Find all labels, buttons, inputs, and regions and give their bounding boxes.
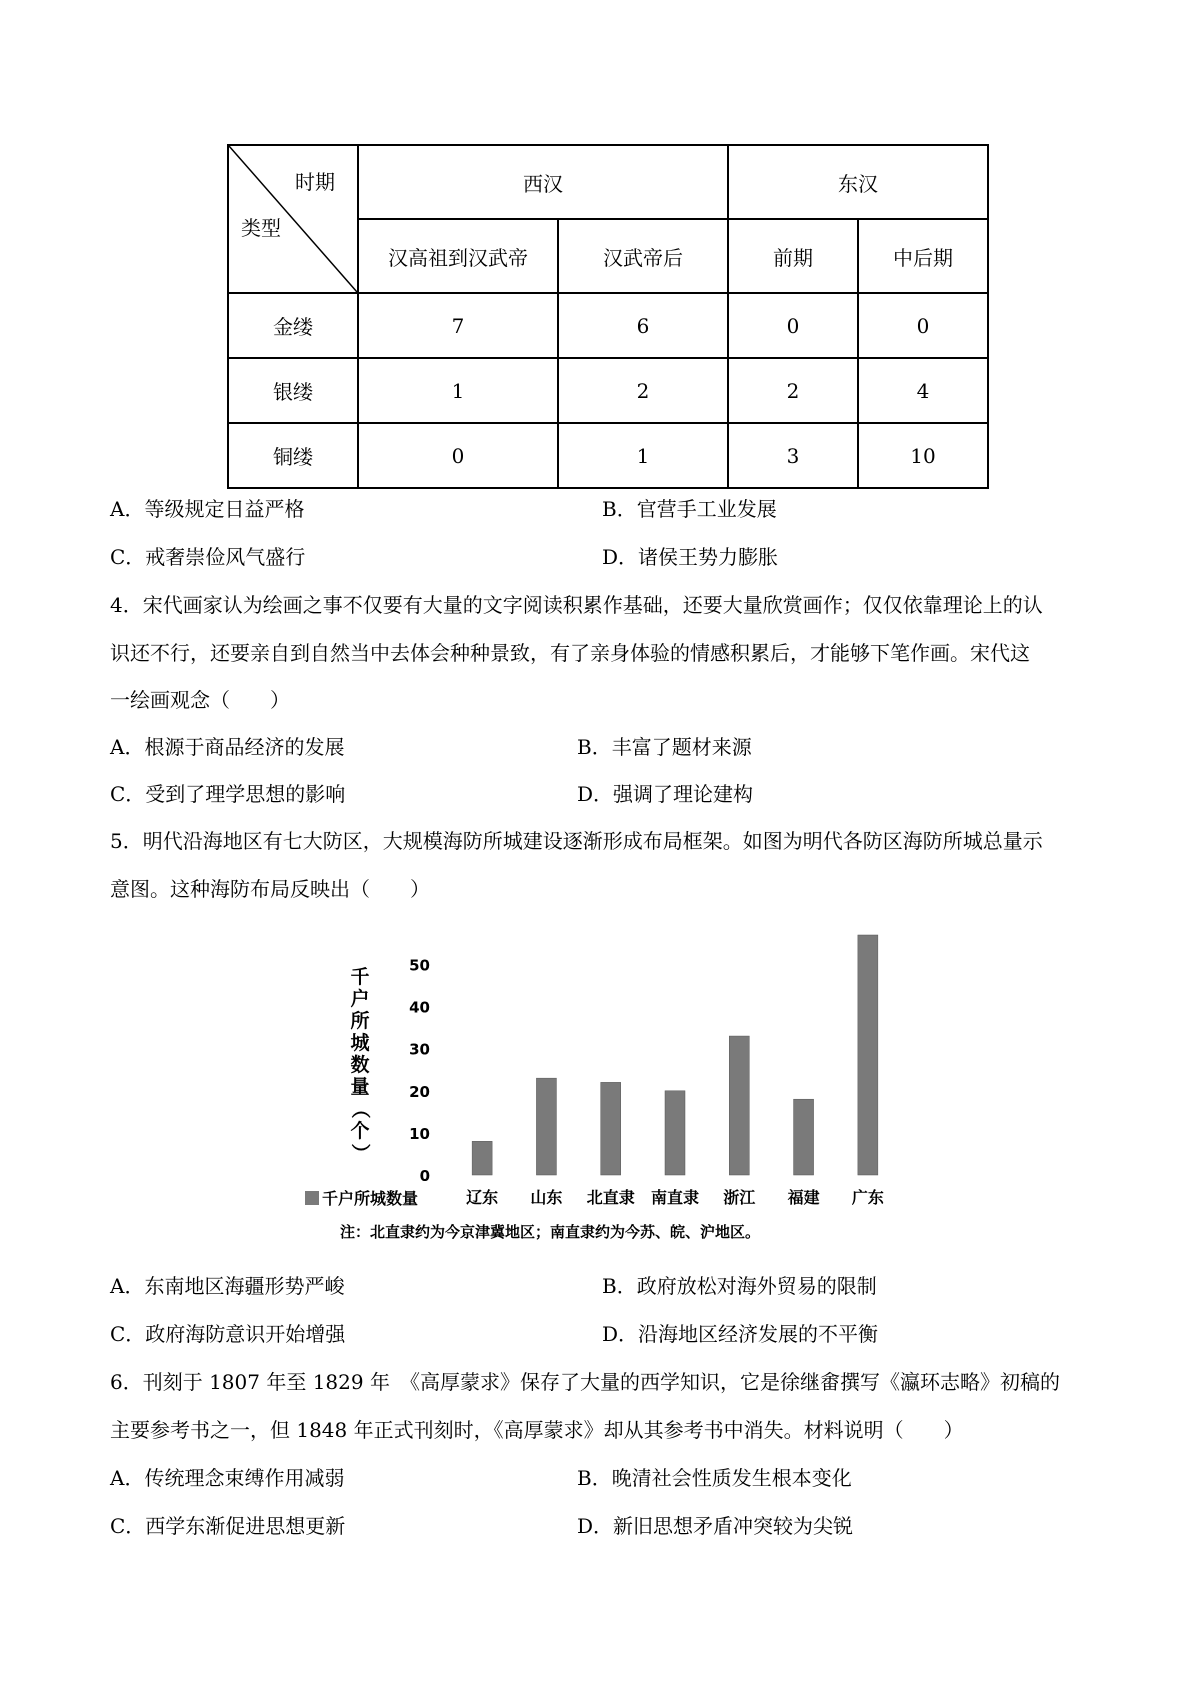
question-6-line: 6．刊刻于 1807 年至 1829 年 《高厚蒙求》保存了大量的西学知识，它是徐继畬撰写《瀛环志略》初稿的: [110, 1370, 1060, 1394]
header-type-label: 类型: [241, 216, 281, 240]
y-tick-label: 30: [409, 1040, 430, 1059]
question-6-line: 主要参考书之一，但 1848 年正式刊刻时，《高厚蒙求》却从其参考书中消失。材料说明（ ）: [110, 1418, 964, 1442]
question-5-line: 5．明代沿海地区有七大防区，大规模海防所城建设逐渐形成布局框架。如图为明代各防区海防所城总量示: [110, 829, 1043, 853]
question-4-line: 4．宋代画家认为绘画之事不仅要有大量的文字阅读积累作基础，还要大量欣赏画作；仅仅依靠理论上的认: [110, 593, 1043, 617]
option-a: A．传统理念束缚作用减弱: [110, 1466, 345, 1490]
y-tick-label: 50: [409, 956, 430, 975]
header-period-label: 时期: [295, 170, 335, 194]
legend-label: 千户所城数量: [322, 1189, 419, 1208]
bar: [665, 1091, 685, 1175]
option-c: C．受到了理学思想的影响: [110, 782, 346, 806]
bar: [536, 1078, 556, 1175]
bar-chart: [300, 920, 920, 1240]
y-axis-label-char: 户: [350, 988, 370, 1010]
bar: [729, 1036, 749, 1175]
table-cell: 10: [858, 423, 988, 488]
y-tick-label: 20: [409, 1082, 430, 1101]
row-type: 金缕: [228, 293, 358, 358]
x-tick-label: 南直隶: [650, 1188, 700, 1207]
x-tick-label: 福建: [787, 1188, 820, 1207]
row-type: 铜缕: [228, 423, 358, 488]
option-a: A．东南地区海疆形势严峻: [110, 1274, 345, 1298]
x-tick-label: 广东: [851, 1188, 884, 1207]
y-axis-label-char: （: [349, 1099, 371, 1119]
x-tick-label: 浙江: [723, 1188, 756, 1207]
period-group-western-han: 西汉: [358, 145, 728, 219]
question-5-line: 意图。这种海防布局反映出（ ）: [110, 877, 430, 901]
bar: [794, 1099, 814, 1175]
option-d: D．沿海地区经济发展的不平衡: [602, 1322, 879, 1346]
row-type: 银缕: [228, 358, 358, 423]
burial-suit-table: [227, 144, 989, 489]
y-axis-label-char: 所: [350, 1010, 370, 1032]
x-tick-label: 北直隶: [586, 1188, 635, 1207]
option-b: B．官营手工业发展: [602, 497, 777, 521]
question-4-line: 一绘画观念（ ）: [110, 688, 290, 712]
bar: [858, 935, 878, 1175]
y-axis-label-char: 个: [350, 1120, 370, 1142]
table-cell: 3: [728, 423, 858, 488]
x-tick-label: 辽东: [466, 1188, 499, 1207]
diagonal-header-cell: [228, 145, 358, 293]
table-cell: 1: [558, 423, 728, 488]
bar: [472, 1141, 492, 1175]
table-cell: 6: [558, 293, 728, 358]
option-c: C．戒奢崇俭风气盛行: [110, 545, 306, 569]
y-tick-label: 0: [419, 1167, 430, 1185]
option-d: D．诸侯王势力膨胀: [602, 545, 779, 569]
table-row: [228, 293, 988, 358]
y-axis-label-char: 千: [350, 966, 370, 988]
table-cell: 4: [858, 358, 988, 423]
question-4-line: 识还不行，还要亲自到自然当中去体会种种景致，有了亲身体验的情感积累后，才能够下笔作画。宋代这: [110, 641, 1030, 665]
option-b: B．晚清社会性质发生根本变化: [577, 1466, 852, 1490]
option-d: D．新旧思想矛盾冲突较为尖锐: [577, 1514, 854, 1538]
chart-note: 注：北直隶约为今京津冀地区；南直隶约为今苏、皖、沪地区。: [340, 1223, 761, 1240]
y-tick-label: 10: [409, 1124, 430, 1143]
option-c: C．西学东渐促进思想更新: [110, 1514, 346, 1538]
table-cell: 2: [558, 358, 728, 423]
option-a: A．根源于商品经济的发展: [110, 735, 345, 759]
table-cell: 0: [358, 423, 558, 488]
option-b: B．丰富了题材来源: [577, 735, 752, 759]
sub-period-header: 汉武帝后: [558, 219, 728, 293]
table-row: [228, 423, 988, 488]
y-axis-label-char: 量: [350, 1076, 370, 1098]
table-cell: 0: [728, 293, 858, 358]
legend-swatch: [305, 1191, 319, 1205]
y-tick-label: 40: [409, 998, 430, 1017]
option-d: D．强调了理论建构: [577, 782, 754, 806]
table-cell: 2: [728, 358, 858, 423]
option-a: A．等级规定日益严格: [110, 497, 305, 521]
option-b: B．政府放松对海外贸易的限制: [602, 1274, 877, 1298]
table-cell: 7: [358, 293, 558, 358]
sub-period-header: 汉高祖到汉武帝: [358, 219, 558, 293]
period-group-eastern-han: 东汉: [728, 145, 988, 219]
bar: [601, 1082, 621, 1175]
y-axis-label-char: 数: [350, 1054, 370, 1076]
sub-period-header: 前期: [728, 219, 858, 293]
table-cell: 1: [358, 358, 558, 423]
y-axis-label-char: ）: [349, 1143, 371, 1163]
table-cell: 0: [858, 293, 988, 358]
option-c: C．政府海防意识开始增强: [110, 1322, 346, 1346]
x-tick-label: 山东: [530, 1188, 563, 1207]
sub-period-header: 中后期: [858, 219, 988, 293]
y-axis-label-char: 城: [350, 1032, 370, 1054]
table-row: [228, 358, 988, 423]
